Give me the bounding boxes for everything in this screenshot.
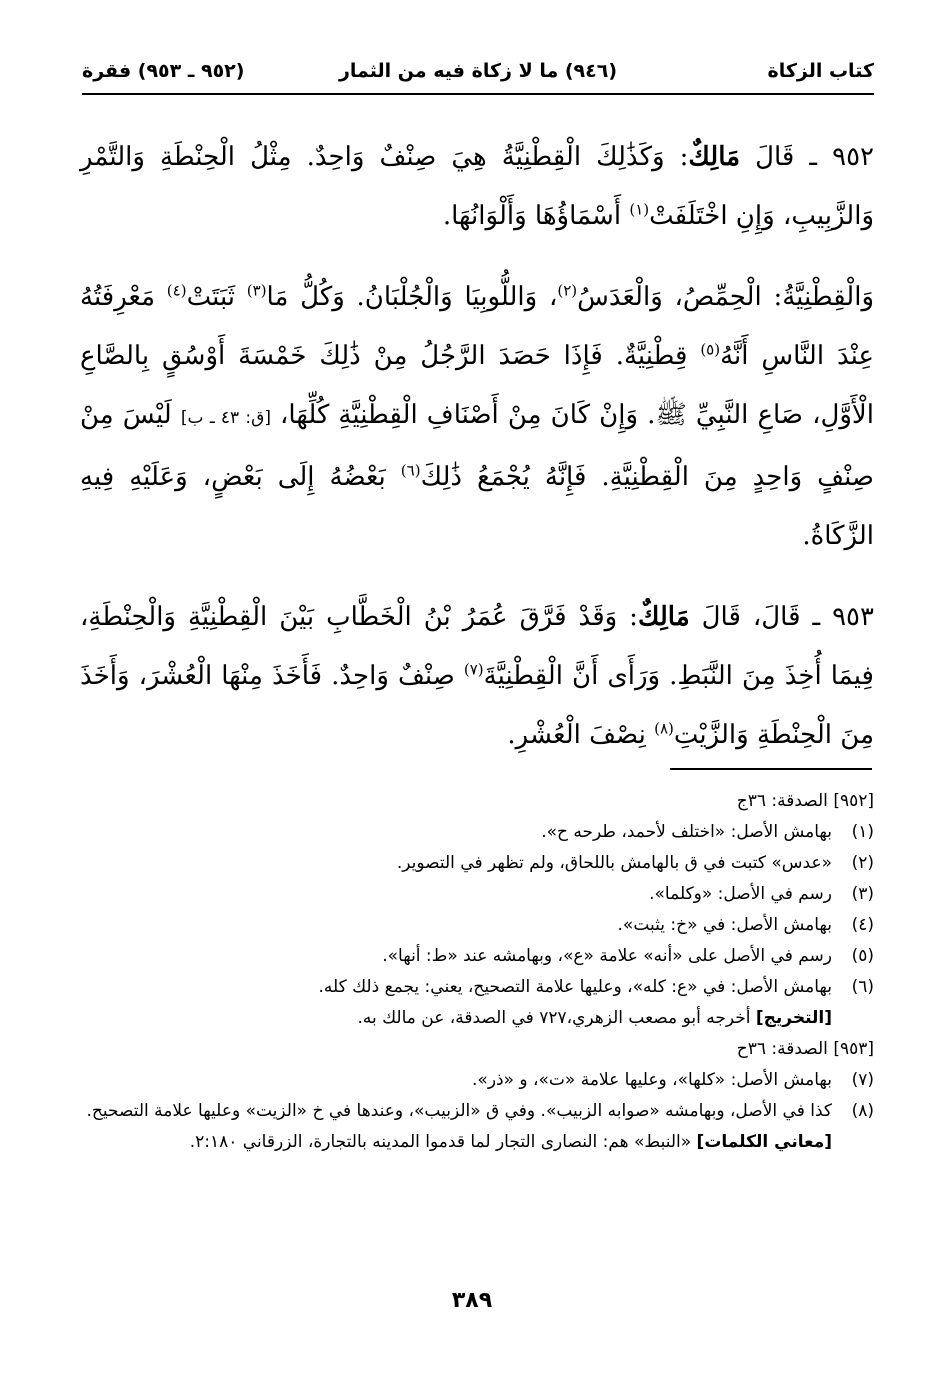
paragraph-952 (80, 128, 874, 246)
paragraph-952-text-end: أَسْمَاؤُهَا وَأَلْوَانُهَا. (442, 201, 630, 231)
footnote-5 (80, 941, 874, 972)
footnote-marker: (٥) (700, 340, 721, 359)
footnote-marker: (١) (629, 200, 650, 219)
footnote-marker: (٧) (463, 660, 484, 679)
footnote-marker: (٢) (557, 281, 578, 300)
footnote-text: كذا في الأصل، وبهامشه «صوابه الزبيب». وفي ق «الزبيب»، وعندها في خ «الزيت» وعليها علامة التصحيح. (86, 1101, 832, 1121)
paragraph-text: صِنْفٌ وَاحِدٌ. فَأَخَذَ مِنْهَا الْعُشْرَ، وَأَخَذَ مِنَ الْحِنْطَةِ وَالزَّيْتِ (80, 661, 874, 750)
word-meanings-label: [معاني الكلمات] (696, 1132, 832, 1152)
paragraph-text: قِطْنِيَّةٌ. فَإِذَا حَصَدَ الرَّجُلُ مِنْ ذَٰلِكَ خَمْسَةَ أَوْسُقٍ بِالصَّاعِ الْأَوَّلِ، صَاعِ النَّبِيِّ ﷺ. وَإِنْ كَانَ مِنْ أَصْنَافِ الْقِطْنِيَّةِ كُلِّهَا، (80, 341, 874, 430)
header-divider (82, 93, 874, 95)
paragraph-952-number: ٩٥٢ ـ قَالَ (740, 142, 875, 172)
word-meanings-text: «النبط» هم: النصارى التجار لما قدموا المدينه بالتجارة، الزرقاني ٢:١٨٠. (189, 1132, 697, 1152)
footnote-marker: (٦) (400, 461, 421, 480)
footnote-marker: (٤) (166, 281, 187, 300)
footnote-number: (١) (851, 822, 874, 842)
footnote-number: (٣) (851, 884, 874, 904)
word-meanings-note (80, 1127, 874, 1158)
footnote-marker: (٨) (654, 719, 674, 738)
footnote-text: بهامش الأصل: «كلها»، وعليها علامة «ت»، و «ذر». (472, 1070, 832, 1090)
footnote-4 (80, 910, 874, 941)
running-header (82, 52, 874, 92)
footnote-text: بهامش الأصل: في «ع: كله»، وعليها علامة التصحيح، يعني: يجمع ذلك كله. (318, 977, 832, 997)
takhrij-text: أخرجه أبو مصعب الزهري،٧٢٧ في الصدقة، عن مالك به. (357, 1008, 756, 1028)
paragraph-range: (٩٥٢ ـ ٩٥٣) فقرة (82, 60, 245, 82)
footnote-divider (670, 768, 872, 770)
footnote-number: (٢) (851, 853, 874, 873)
footnote-number: (٦) (851, 977, 874, 997)
footnote-number: (٨) (851, 1101, 874, 1121)
footnote-number: (٤) (851, 915, 874, 935)
paragraph-text: وَالْقِطْنِيَّةُ: الْحِمِّصُ، وَالْعَدَسُ (577, 282, 875, 312)
paragraph-953-number: ٩٥٣ ـ قَالَ، قَالَ (689, 602, 874, 632)
paragraph-text: نِصْفَ الْعُشْرِ. (507, 720, 655, 750)
footnote-6 (80, 972, 874, 1003)
paragraph-text: ثَبَتَتْ (186, 282, 247, 312)
footnote-8 (80, 1096, 874, 1127)
footnote-section-953: [٩٥٣] الصدقة: ٣٦ح (736, 1039, 874, 1059)
footnote-3 (80, 879, 874, 910)
takhrij-label: [التخريج] (755, 1008, 832, 1028)
footnotes (80, 786, 874, 1158)
footnote-number: (٧) (851, 1070, 874, 1090)
footnote-1 (80, 817, 874, 848)
narrator-name: مَالِكٌ (688, 142, 741, 172)
paragraph-text: ، وَاللُّوبِيَا وَالْجُلْبَانُ. وَكُلُّ مَا (266, 282, 558, 312)
paragraph-text: لَيْسَ مِنْ صِنْفٍ وَاحِدٍ مِنَ الْقِطْنِيَّةِ. فَإِنَّهُ يُجْمَعُ ذَٰلِكَ (80, 400, 874, 492)
main-text (80, 128, 874, 765)
takhrij-note (80, 1003, 874, 1034)
footnote-number: (٥) (851, 946, 874, 966)
paragraph-952-text: : وَكَذَٰلِكَ الْقِطْنِيَّةُ هِيَ صِنْفٌ وَاحِدٌ. مِثْلُ الْحِنْطَةِ وَالتَّمْرِ وَالزَّبِيبِ، وَإِنِ اخْتَلَفَتْ (80, 142, 874, 231)
paragraph-953 (80, 588, 874, 765)
page-number: ٣٨٩ (451, 1288, 493, 1313)
chapter-title: (٩٤٦) ما لا زكاة فيه من الثمار (338, 60, 618, 82)
manuscript-folio-ref: [ق: ٤٣ ـ ب] (180, 408, 271, 428)
footnote-text: بهامش الأصل: «اختلف لأحمد، طرحه ح». (541, 822, 832, 842)
paragraph-952-continued (80, 268, 874, 566)
book-title: كتاب الزكاة (767, 60, 874, 82)
footnote-text: «عدس» كتبت في ق بالهامش باللحاق، ولم تظهر في التصوير. (396, 853, 832, 873)
footnote-marker: (٣) (246, 281, 267, 300)
paragraph-text: بَعْضُهُ إِلَى بَعْضٍ، وَعَلَيْهِ فِيهِ الزَّكَاةُ. (80, 462, 874, 551)
footnote-2 (80, 848, 874, 879)
footnote-text: رسم في الأصل على «أنه» علامة «ع»، وبهامشه عند «ط: أنها». (382, 946, 832, 966)
footnote-text: بهامش الأصل: في «خ: يثبت». (617, 915, 832, 935)
paragraph-text: مَعْرِفَتُهُ عِنْدَ النَّاسِ أَنَّهُ (80, 282, 874, 371)
footnote-section-952: [٩٥٢] الصدقة: ٣٦ج (736, 791, 874, 811)
narrator-name: مَالِكٌ (637, 602, 690, 632)
footnote-7 (80, 1065, 874, 1096)
footnote-text: رسم في الأصل: «وكلما». (649, 884, 832, 904)
paragraph-text: : وَقَدْ فَرَّقَ عُمَرُ بْنُ الْخَطَّابِ بَيْنَ الْقِطْنِيَّةِ وَالْحِنْطَةِ، فِيمَا أُخِذَ مِنَ النَّبَطِ. وَرَأَى أَنَّ الْقِطْنِيَّةَ (80, 602, 874, 691)
